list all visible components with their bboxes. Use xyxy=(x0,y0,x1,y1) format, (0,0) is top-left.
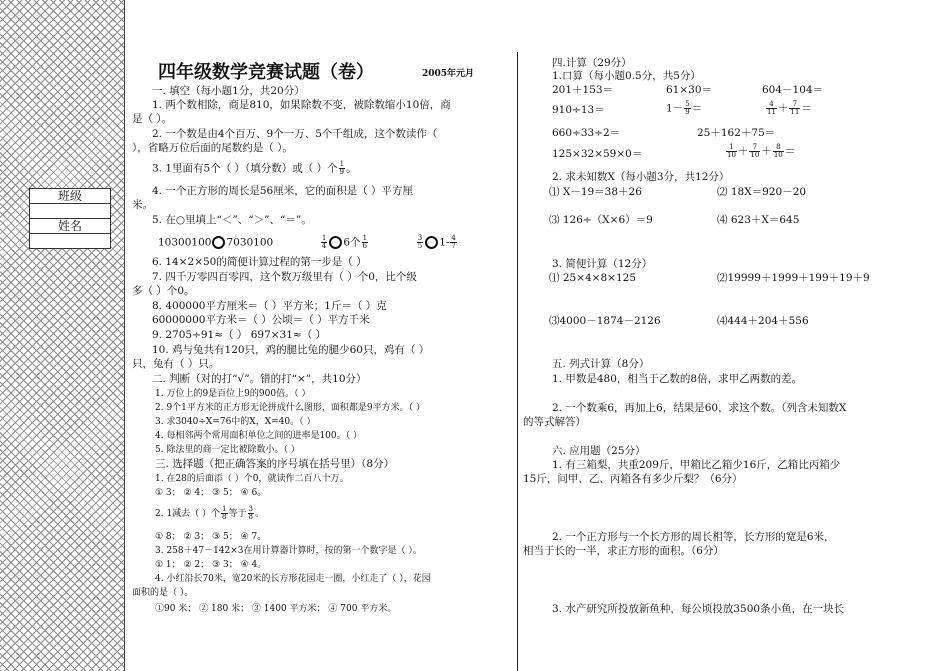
denominator: 7 xyxy=(451,242,456,250)
s1-q10-line2: 只，兔有（ ）只。 xyxy=(132,358,220,370)
numerator: 7 xyxy=(789,101,800,109)
s1-q8-line2: 60000000平方米＝（ ）公顷＝（ ）平方千米 xyxy=(152,314,370,326)
equals-sign: ＝ xyxy=(691,102,703,115)
section2-heading: 二. 判断（对的打“√”。错的打“×”，共10分） xyxy=(152,373,367,385)
section1-heading: 一. 填空（每小题1分，共20分） xyxy=(152,85,305,97)
compare-left: 10300100 xyxy=(158,236,212,249)
s3-q2-text: 2. 1减去（ ）个 xyxy=(155,509,221,519)
s1-q5-compare-row xyxy=(158,235,458,250)
fraction xyxy=(221,506,227,521)
equals-sign: ＝ xyxy=(784,145,796,158)
s6-q2-line2: 相当于长的一半，求正方形的面积。（6分） xyxy=(523,545,724,557)
s1-q10-line1: 10. 鸡与兔共有120只，鸡的腿比兔的腿少60只，鸡有（ ） xyxy=(152,344,430,356)
s3-q4-line2: 面积的是（ ）。 xyxy=(132,588,194,598)
fraction xyxy=(726,144,737,159)
oral-item: 910÷13＝ xyxy=(552,104,605,116)
plus-sign: ＋ xyxy=(737,145,749,158)
s6-q1-line1: 1. 有三箱梨，共重209斤，甲箱比乙箱少16斤，乙箱比丙箱少 xyxy=(552,459,841,471)
denominator: 4 xyxy=(321,242,327,250)
s1-q3-text: 3. 1里面有5个（ ）（填分数）或（ ）个 xyxy=(152,162,338,175)
s3-q1: 1. 在28的后面添（ ）个0，就读作二百八十万。 xyxy=(155,474,349,484)
compare-circle-icon[interactable] xyxy=(212,236,225,249)
s1-q4-line1: 4. 一个正方形的周长是56厘米，它的面积是（ ）平方厘 xyxy=(152,185,414,197)
oral-item: 61×30＝ xyxy=(666,84,713,96)
numerator: 8 xyxy=(773,144,784,152)
unknown-item: ⑶ 126÷（X×6）＝9 xyxy=(549,214,653,226)
s3-q4-line1: 4. 小红沿长70米，宽20米的长方形花园走一圈，小红走了（ ），花园 xyxy=(155,574,431,584)
s1-q7-line1: 7. 四千万零四百零四，这个数万级里有（ ）个0，比个级 xyxy=(152,271,417,283)
s1-q4-line2: 米。 xyxy=(132,199,153,211)
s5-q1: 1. 甲数是480，相当于乙数的8倍，求甲乙两数的差。 xyxy=(552,373,803,385)
s3-q2-equals: 等于 xyxy=(228,509,247,519)
s2-item: 3. 求3040÷X=76中的X，X=40。（ ） xyxy=(155,417,316,427)
student-info-table xyxy=(29,188,111,249)
numerator: 1 xyxy=(726,144,737,152)
s1-q3 xyxy=(152,161,357,176)
simplify-item: ⑷444＋204＋556 xyxy=(717,315,809,327)
class-field[interactable] xyxy=(30,204,111,219)
denominator: 5 xyxy=(417,242,423,250)
s4-oral-heading: 1.口算（每小题0.5分，共5分） xyxy=(552,70,701,82)
unknown-item: ⑷ 623＋X＝645 xyxy=(717,214,800,226)
s5-q2-line2: 的等式解答） xyxy=(523,416,586,428)
fraction xyxy=(789,101,800,116)
s3-q2 xyxy=(155,506,264,521)
denominator: 9 xyxy=(685,108,690,116)
denominator: 10 xyxy=(727,151,736,159)
oral-item xyxy=(765,101,812,116)
numerator: 1 xyxy=(362,234,368,242)
denominator: 6 xyxy=(362,242,368,250)
denominator: 11 xyxy=(767,108,776,116)
s1-q6: 6. 14×2×50的简便计算过程的第一步是（ ） xyxy=(152,256,367,268)
oral-item: 25＋162＋75＝ xyxy=(697,127,776,139)
name-field[interactable] xyxy=(30,234,111,249)
numerator: 1 xyxy=(321,234,327,242)
binding-margin xyxy=(0,0,125,671)
fraction xyxy=(773,144,784,159)
class-label: 班级 xyxy=(30,189,111,204)
denominator: 8 xyxy=(248,513,253,521)
s3-q1-options: ① 3； ② 4； ③ 5； ④ 6。 xyxy=(155,488,267,498)
fraction xyxy=(766,101,777,116)
denominator: 10 xyxy=(750,151,760,159)
compare-right: 7030100 xyxy=(226,236,274,249)
oral-item: 604－104＝ xyxy=(762,84,824,96)
section3-heading: 三. 选择题（把正确答案的序号填在括号里）（8分） xyxy=(155,458,395,470)
six-count: 6个 xyxy=(343,236,361,249)
unknown-item: ⑵ 18X＝920－20 xyxy=(717,186,807,198)
s2-item: 1. 万位上的9是百位上9的900倍。（ ） xyxy=(155,389,311,399)
section6-heading: 六. 应用题（25分） xyxy=(552,445,646,457)
s3-q3-options: ① 1； ② 2； ③ 3； ④ 4。 xyxy=(155,560,267,570)
s2-item: 5. 除法里的商一定比被除数小。（ ） xyxy=(155,445,300,455)
compare-circle-icon[interactable] xyxy=(329,236,342,249)
denominator: 8 xyxy=(222,513,227,521)
fraction xyxy=(321,235,327,250)
denominator: 9 xyxy=(339,168,345,176)
plus-sign: ＋ xyxy=(777,102,789,115)
numerator: 3 xyxy=(248,505,253,513)
s3-q4-options: ①90 米； ② 180 米； ③ 1400 平方米； ④ 700 平方米。 xyxy=(155,604,397,614)
s1-q2-line2: ），省略万位后面的尾数约是（ ）。 xyxy=(132,142,293,154)
s1-q1-line2: 是（ ）。 xyxy=(132,113,173,125)
s6-q2-line1: 2. 一个正方形与一个长方形的周长相等，长方形的宽是6米， xyxy=(552,531,835,543)
oral-item xyxy=(666,101,702,116)
s2-item: 4. 每相邻两个常用面积单位之间的进率是100。（ ） xyxy=(155,431,362,441)
s1-q2-line1: 2. 一个数是由4个百万、9个一万、5个千组成，这个数读作（ xyxy=(152,128,438,140)
numerator: 5 xyxy=(685,100,690,108)
numerator: 4 xyxy=(451,234,456,242)
numerator: 1 xyxy=(222,505,227,513)
s4-simplify-heading: 3. 简便计算（12分） xyxy=(552,258,653,270)
oral-item: 201＋153＝ xyxy=(552,84,614,96)
s5-q2-line1: 2. 一个数乘6，再加上6，结果是60，求这个数。（列含未知数X xyxy=(552,402,847,414)
section4-heading: 四.计算（29分） xyxy=(552,57,632,69)
fraction xyxy=(450,235,456,250)
numerator: 3 xyxy=(417,234,423,242)
one-minus: 1- xyxy=(439,236,450,249)
plus-sign: ＋ xyxy=(761,145,772,158)
denominator: 10 xyxy=(773,151,783,159)
fraction xyxy=(339,161,345,176)
section5-heading: 五. 列式计算（8分） xyxy=(552,358,650,370)
oral-item xyxy=(725,144,795,159)
oral-item: 660÷33÷2＝ xyxy=(552,127,621,139)
s1-q1-line1: 1. 两个数相除，商是810，如果除数不变，被除数缩小10倍，商 xyxy=(152,99,451,111)
fraction xyxy=(248,506,254,521)
simplify-item: ⑵19999＋1999＋199＋19＋9 xyxy=(717,272,870,284)
s1-q3-end: 。 xyxy=(346,162,357,175)
s3-q2-end: 。 xyxy=(255,509,265,519)
equals-sign: ＝ xyxy=(801,102,812,115)
unknown-item: ⑴ X－19＝38＋26 xyxy=(549,186,642,198)
exam-date: 2005年元月 xyxy=(422,69,475,79)
oral-item: 125×32×59×0＝ xyxy=(552,148,643,160)
s1-q8-line1: 8. 400000平方厘米＝（ ）平方米；1斤＝（ ）克 xyxy=(152,300,387,312)
numerator: 4 xyxy=(766,101,777,109)
numerator: 1 xyxy=(339,160,345,168)
simplify-item: ⑶4000－1874－2126 xyxy=(549,315,661,327)
page-title: 四年级数学竞赛试题（卷） xyxy=(158,62,374,83)
compare-circle-icon[interactable] xyxy=(425,236,438,249)
simplify-item: ⑴ 25×4×8×125 xyxy=(549,272,636,284)
column-divider xyxy=(517,52,518,671)
one-minus: 1－ xyxy=(666,102,684,115)
s3-q3: 3. 258＋47－142×3在用计算器计算时，按的第一个数字是（ ）。 xyxy=(155,546,422,556)
s1-q7-line2: 多（ ）个0。 xyxy=(132,285,195,297)
s3-q2-options: ① 8； ② 3； ③ 5； ④ 7。 xyxy=(155,532,267,542)
numerator: 7 xyxy=(749,144,760,152)
fraction xyxy=(362,235,368,250)
fraction xyxy=(417,235,423,250)
fraction xyxy=(684,101,690,116)
s1-q9: 9. 2705÷91≈（ ） 697×31≈（ ） xyxy=(152,329,327,341)
s6-q1-line2: 15斤，问甲、乙、丙箱各有多少斤梨？（6分） xyxy=(523,473,743,485)
s2-item: 2. 9个1平方米的正方形无论拼成什么图形，面积都是9平方米。（ ） xyxy=(155,403,425,413)
s4-unknown-heading: 2. 求未知数X（每小题3分，共12分） xyxy=(552,171,730,183)
s6-q3-line1: 3. 水产研究所投放新鱼种，每公顷投放3500条小鱼，在一块长 xyxy=(552,603,845,615)
name-label: 姓名 xyxy=(30,219,111,234)
denominator: 11 xyxy=(790,108,800,116)
fraction xyxy=(749,144,760,159)
s1-q5: 5. 在○里填上“＜”、“＞”、“＝”。 xyxy=(152,214,312,226)
